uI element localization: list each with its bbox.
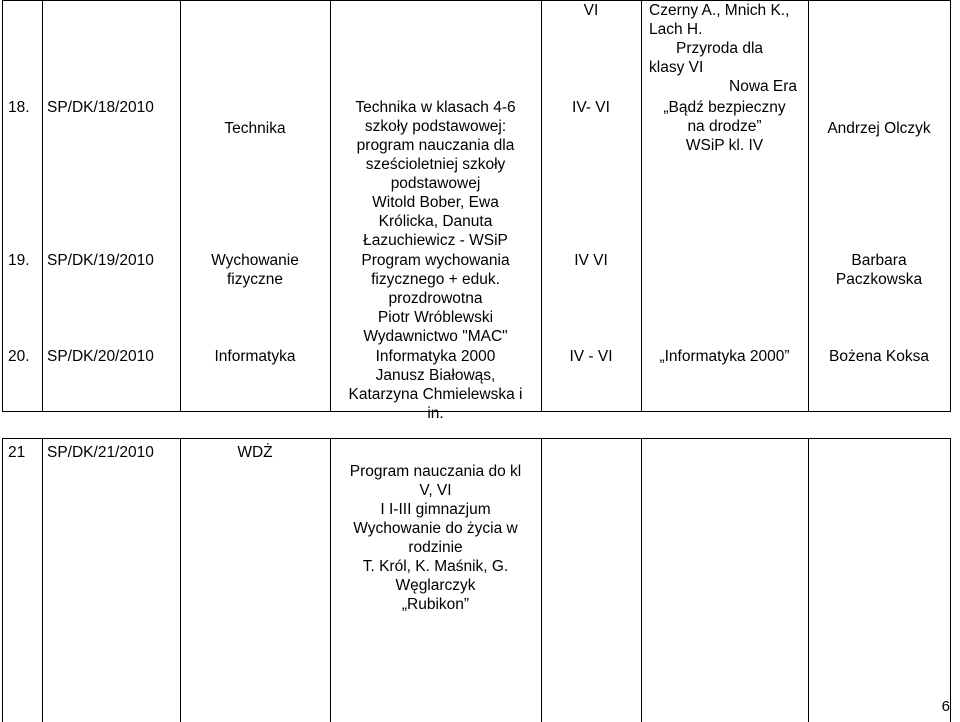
grid-line [641, 438, 642, 722]
program-line: Łazuchiewicz - WSiP [363, 232, 508, 249]
program-line: rodzinie [408, 539, 463, 556]
row-number: 19. [8, 252, 30, 269]
grid-line [42, 438, 43, 722]
row-teacher: Bożena Koksa [829, 348, 929, 365]
row-subject: WDŻ [237, 444, 273, 461]
program-line: V, VI [419, 482, 452, 499]
grid-line [180, 438, 181, 722]
program-line: Wydawnictwo "MAC" [363, 328, 508, 345]
row-textbook: „Informatyka 2000” [659, 348, 790, 365]
program-line: Technika w klasach 4-6 [355, 99, 516, 116]
program-line: Węglarczyk [395, 577, 476, 594]
teacher-line: Paczkowska [835, 271, 923, 288]
grid-line [950, 438, 951, 722]
row-code: SP/DK/18/2010 [47, 99, 154, 116]
program-line: „Rubikon” [401, 596, 470, 613]
row-number: 21 [8, 444, 26, 461]
textbook-line: WSiP kl. IV [685, 137, 764, 154]
row-number: 18. [8, 99, 30, 116]
row-teacher: Andrzej Olczyk [827, 120, 931, 137]
row-subject: Informatyka [214, 348, 296, 365]
row-subject: Technika [224, 120, 286, 137]
program-line: Janusz Białowąs, [375, 367, 496, 384]
carryover-textbook-line: Czerny A., Mnich K., [649, 2, 790, 19]
row-code: SP/DK/21/2010 [47, 444, 154, 461]
row-classes: IV VI [574, 252, 608, 269]
carryover-textbook [641, 1, 808, 96]
program-line: Informatyka 2000 [375, 348, 496, 365]
row-code: SP/DK/19/2010 [47, 252, 154, 269]
program-line: Program wychowania [361, 252, 510, 269]
row-teacher [808, 251, 950, 289]
row-program [330, 251, 541, 346]
program-line: Katarzyna Chmielewska i [348, 386, 523, 403]
row-code: SP/DK/20/2010 [47, 348, 154, 365]
program-line: podstawowej [390, 175, 481, 192]
subject-line: fizyczne [227, 271, 283, 288]
program-line: sześcioletniej szkoły [365, 156, 506, 173]
program-line: program nauczania dla [356, 137, 515, 154]
carryover-textbook-line: Lach H. [649, 21, 703, 38]
program-line: fizycznego + eduk. [371, 271, 500, 288]
row-number: 20. [8, 348, 30, 365]
program-line: in. [427, 405, 444, 422]
program-line: I I-III gimnazjum [380, 501, 491, 518]
grid-line [808, 438, 809, 722]
grid-line [2, 438, 3, 722]
carryover-classes: VI [583, 2, 599, 19]
program-line: Królicka, Danuta [378, 213, 493, 230]
row-program [330, 347, 541, 423]
program-line: Program nauczania do kl [349, 463, 522, 480]
textbook-line: „Bądź bezpieczny [663, 99, 786, 116]
program-line: Witold Bober, Ewa [372, 194, 499, 211]
grid-line [541, 438, 542, 722]
row-subject [180, 251, 330, 289]
program-line: Wychowanie do życia w [353, 520, 518, 537]
grid-line [2, 0, 3, 412]
grid-line [950, 0, 951, 412]
program-line: szkoły podstawowej: [364, 118, 507, 135]
page-number: 6 [941, 698, 950, 715]
row-textbook [641, 98, 808, 155]
carryover-textbook-line: klasy VI [649, 59, 704, 76]
program-line: T. Król, K. Maśnik, G. [362, 558, 509, 575]
carryover-textbook-line: Nowa Era [729, 78, 798, 95]
row-classes: IV- VI [572, 99, 610, 116]
grid-line [42, 0, 43, 412]
program-line: prozdrowotna [388, 290, 483, 307]
carryover-textbook-line: Przyroda dla [676, 40, 764, 57]
row-classes: IV - VI [569, 348, 613, 365]
subject-line: Wychowanie [211, 252, 299, 269]
row-program [330, 98, 541, 250]
teacher-line: Barbara [851, 252, 907, 269]
program-line: Piotr Wróblewski [377, 309, 494, 326]
grid-line [2, 438, 950, 439]
row-program [330, 462, 541, 614]
textbook-line: na drodze” [687, 118, 762, 135]
